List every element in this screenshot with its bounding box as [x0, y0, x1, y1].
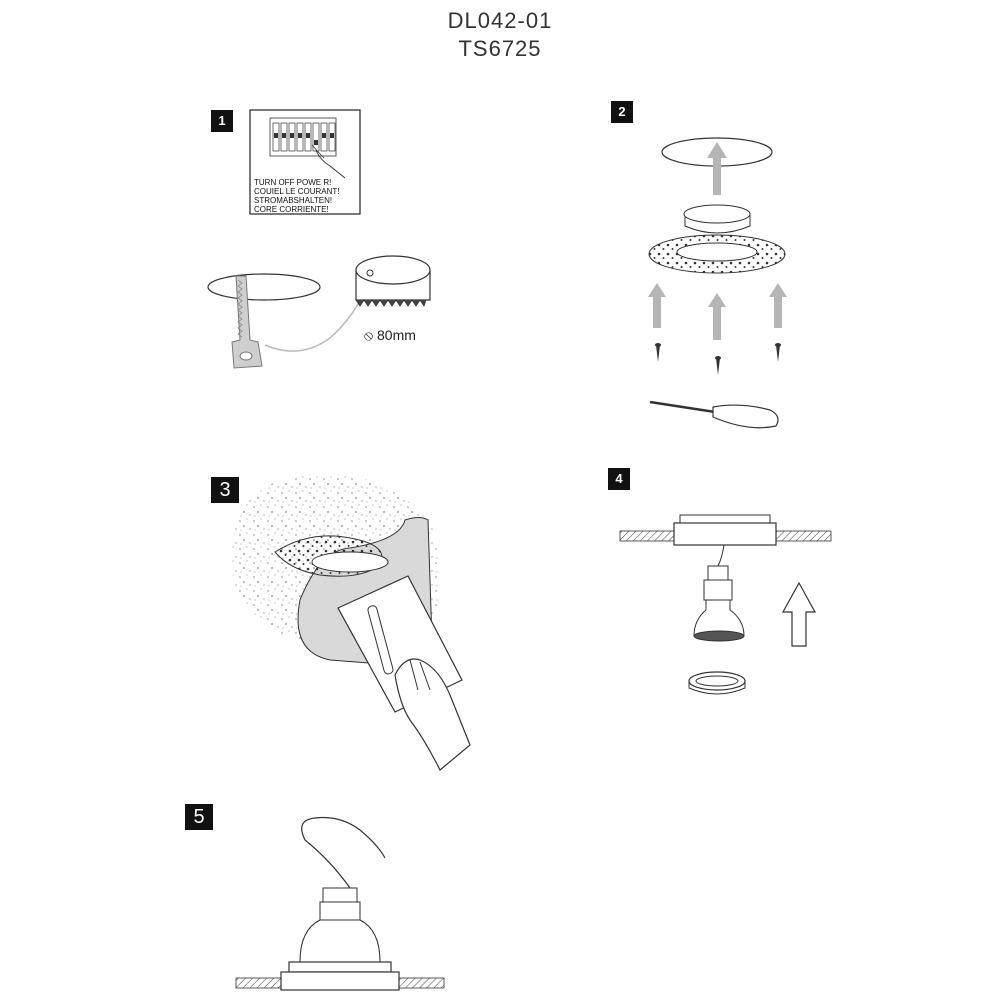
retaining-ring: [689, 672, 745, 694]
product-code: TS6725: [458, 36, 542, 61]
lamp-socket: [704, 566, 732, 600]
power-off-warning-panel: [250, 110, 360, 214]
up-arrow-outline: [783, 583, 815, 646]
warning-line-2: COUIEL LE COURANT!: [254, 187, 340, 196]
warning-line-4: CORE CORRIENTE!: [254, 205, 329, 214]
step-2-badge: 2: [611, 101, 633, 123]
wire: [302, 818, 385, 889]
connector-curve: [265, 300, 360, 351]
ceiling-hole: [208, 274, 320, 300]
up-arrows-gray: [648, 283, 787, 340]
plaster-frame: [649, 205, 785, 273]
ceiling-section: [620, 515, 831, 545]
screw-icons: [655, 343, 781, 375]
step-3-badge: 3: [211, 477, 239, 503]
model-number: DL042-01: [447, 8, 553, 33]
step-4-badge: 4: [608, 468, 630, 490]
step-1-badge: 1: [211, 110, 233, 132]
warning-line-1: TURN OFF POWE R!: [254, 178, 332, 187]
screwdriver-icon: [650, 402, 778, 428]
installed-lamp: [236, 888, 444, 990]
step-5-badge: 5: [185, 804, 213, 830]
bulb-icon: [694, 600, 744, 641]
warning-line-3: STROMABSHALTEN!: [254, 196, 333, 205]
hole-saw-icon: [356, 256, 430, 306]
wire: [718, 545, 724, 566]
hole-diameter-label: ⦸ 80mm: [364, 327, 416, 343]
